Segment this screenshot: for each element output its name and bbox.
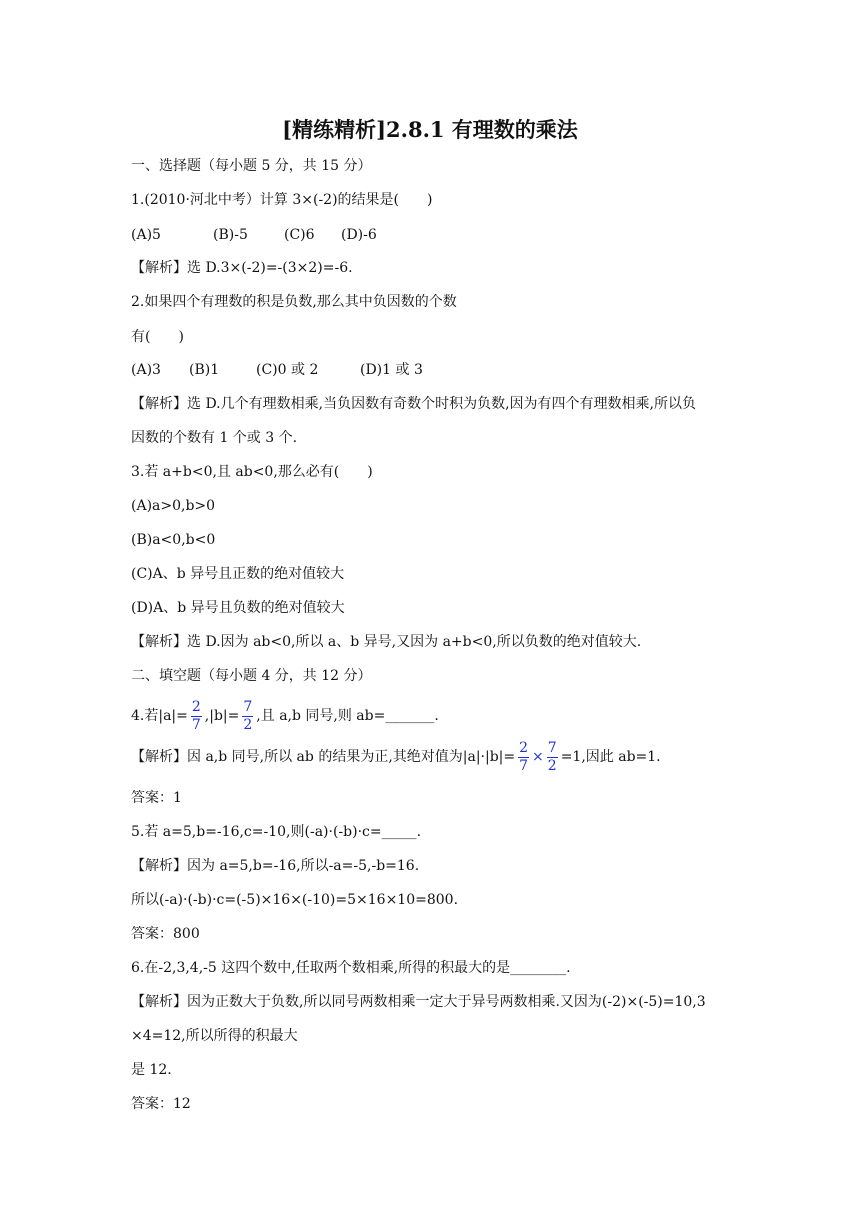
- question-2-options: [131, 361, 423, 379]
- answer-key-5: 答案：800: [131, 926, 200, 942]
- answer-2-line-2: 因数的个数有 1 个或 3 个.: [131, 430, 298, 446]
- option-b: (B)1: [189, 362, 220, 378]
- answer-5-line-2: 所以(-a)·(-b)·c=(-5)×16×(-10)=5×16×10=800.: [131, 892, 459, 908]
- option-b: (B)-5: [213, 227, 248, 243]
- a4-text-1: 【解析】因 a,b 同号,所以 ab 的结果为正,其绝对值为|a|·|b|=: [131, 749, 516, 765]
- question-3-option-c: (C)A、b 异号且正数的绝对值较大: [131, 566, 345, 582]
- answer-6-line-1: 【解析】因为正数大于负数,所以同号两数相乘一定大于异号两数相乘.又因为(-2)×(-5)=10,3: [131, 994, 706, 1010]
- answer-2-line-1: 【解析】选 D.几个有理数相乘,当负因数有奇数个时积为负数,因为有四个有理数相乘,所以负: [131, 396, 696, 412]
- answer-6-line-2: ×4=12,所以所得的积最大: [131, 1028, 298, 1044]
- fraction-2-7: $\frac{2}{7}$: [191, 698, 201, 733]
- fraction-7-2: $\frac{7}{2}$: [243, 698, 253, 733]
- question-3: 3.若 a+b<0,且 ab<0,那么必有( ): [131, 464, 373, 480]
- question-3-option-d: (D)A、b 异号且负数的绝对值较大: [131, 600, 345, 616]
- a4-text-2: =1,因此 ab=1.: [560, 749, 661, 765]
- question-2-line-2: 有( ): [131, 329, 184, 345]
- question-1-options: [131, 226, 377, 244]
- question-6: 6.在-2,3,4,-5 这四个数中,任取两个数相乘,所得的积最大的是________.: [131, 960, 571, 976]
- section-heading-fill: 二、填空题（每小题 4 分，共 12 分）: [131, 668, 372, 684]
- question-3-option-b: (B)a<0,b<0: [131, 532, 216, 548]
- option-d: (D)-6: [341, 227, 377, 243]
- question-1: 1.(2010·河北中考）计算 3×(-2)的结果是( ): [131, 192, 433, 208]
- page-title: [精练精析]2.8.1 有理数的乘法: [282, 117, 578, 142]
- answer-key-6: 答案：12: [131, 1096, 191, 1112]
- answer-6-line-3: 是 12.: [131, 1062, 172, 1078]
- option-d: (D)1 或 3: [360, 362, 423, 378]
- answer-3: 【解析】选 D.因为 ab<0,所以 a、b 异号,又因为 a+b<0,所以负数的绝对值较大.: [131, 634, 642, 650]
- question-5: 5.若 a=5,b=-16,c=-10,则(-a)·(-b)·c=_____.: [131, 824, 422, 840]
- question-3-option-a: (A)a>0,b>0: [131, 498, 216, 514]
- answer-4: [131, 736, 661, 778]
- question-2-line-1: 2.如果四个有理数的积是负数,那么其中负因数的个数: [131, 294, 457, 310]
- answer-key-4: 答案：1: [131, 790, 182, 806]
- answer-5-line-1: 【解析】因为 a=5,b=-16,所以-a=-5,-b=16.: [131, 858, 420, 874]
- q4-text-2: ,|b|=: [204, 708, 240, 724]
- question-4: [131, 695, 439, 737]
- fraction-7-2: $\frac{7}{2}$: [547, 739, 557, 774]
- fraction-2-7: $\frac{2}{7}$: [519, 739, 529, 774]
- q4-text-3: ,且 a,b 同号,则 ab=_______.: [256, 708, 439, 724]
- option-a: (A)5: [131, 227, 161, 243]
- answer-1: 【解析】选 D.3×(-2)=-(3×2)=-6.: [131, 260, 353, 276]
- times-sign: ×: [532, 749, 544, 765]
- option-c: (C)0 或 2: [256, 362, 319, 378]
- option-c: (C)6: [284, 227, 315, 243]
- section-heading-choice: 一、选择题（每小题 5 分，共 15 分）: [131, 158, 372, 174]
- option-a: (A)3: [131, 362, 161, 378]
- q4-text-1: 4.若|a|=: [131, 708, 188, 724]
